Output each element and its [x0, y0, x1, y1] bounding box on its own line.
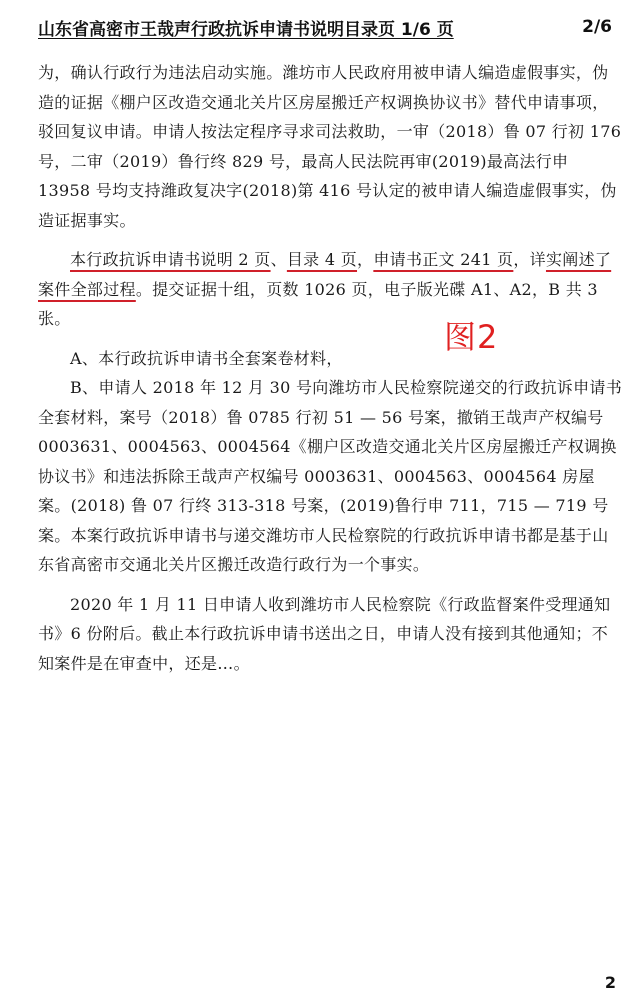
paragraph-text: ，	[357, 250, 374, 269]
page-header	[38, 14, 612, 40]
paragraph-text: 。提交证据十组，页数 1026 页，电子版光碟 A1、A2，B 共 3 张。	[38, 279, 598, 328]
underlined-text: 本行政抗诉申请书说明 2 页	[70, 250, 271, 269]
paragraph-4: B、申请人 2018 年 12 月 30 号向潍坊市人民检察院递交的行政抗诉申请书全套材料，案号（2018）鲁 0785 行初 51 — 56 号案，撤销王哉声产权编号 0003631、0004563、0004564《棚户区改造交通北关片区房屋搬迁产权调换协议书》和违法拆除王哉声产权编号 0003631、0004563、0004564 房屋案。(2018) 鲁 07 行终 313-318 号案，(2019)鲁行申 711，715 — 719 号案。本案行政抗诉申请书与递交潍坊市人民检察院的行政抗诉申请书都是基于山东省高密市交通北关片区搬迁改造行政行为一个事实。	[38, 378, 623, 574]
underlined-text: 目录 4 页	[286, 250, 358, 269]
paragraph-2	[38, 245, 622, 334]
underlined-text: 实阐述了案件全部过程	[38, 250, 612, 299]
paragraph-text: ，详	[513, 250, 546, 269]
paragraph-1: 为，确认行政行为违法启动实施。潍坊市人民政府用被申请人编造虚假事实，伪造的证据《棚户区改造交通北关片区房屋搬迁产权调换协议书》替代申请事项，驳回复议申请。申请人按法定程序寻求司法救助，一审（2018）鲁 07 行初 176 号，二审（2019）鲁行终 829 号，最高人民法院再审(2019)最高法行申 13958 号均支持潍政复决字(2018)第 416 号认定的被申请人编造虚假事实，伪造证据事实。	[38, 63, 622, 230]
paragraph-3: A、本行政抗诉申请书全套案卷材料，	[70, 348, 343, 368]
page-number: 2	[604, 973, 616, 992]
paragraph-text: 、	[270, 250, 287, 269]
document-body	[38, 58, 622, 678]
figure-annotation: 图2	[444, 318, 499, 356]
document-title: 山东省高密市王哉声行政抗诉申请书说明目录页 1/6 页	[38, 19, 454, 40]
page-index: 2/6	[582, 17, 612, 37]
underlined-text: 申请书正文 241 页	[373, 250, 514, 269]
paragraph-5: 2020 年 1 月 11 日申请人收到潍坊市人民检察院《行政监督案件受理通知书》6 份附后。截止本行政抗诉申请书送出之日，申请人没有接到其他通知；不知案件是在审查中，还是…。	[38, 594, 611, 673]
